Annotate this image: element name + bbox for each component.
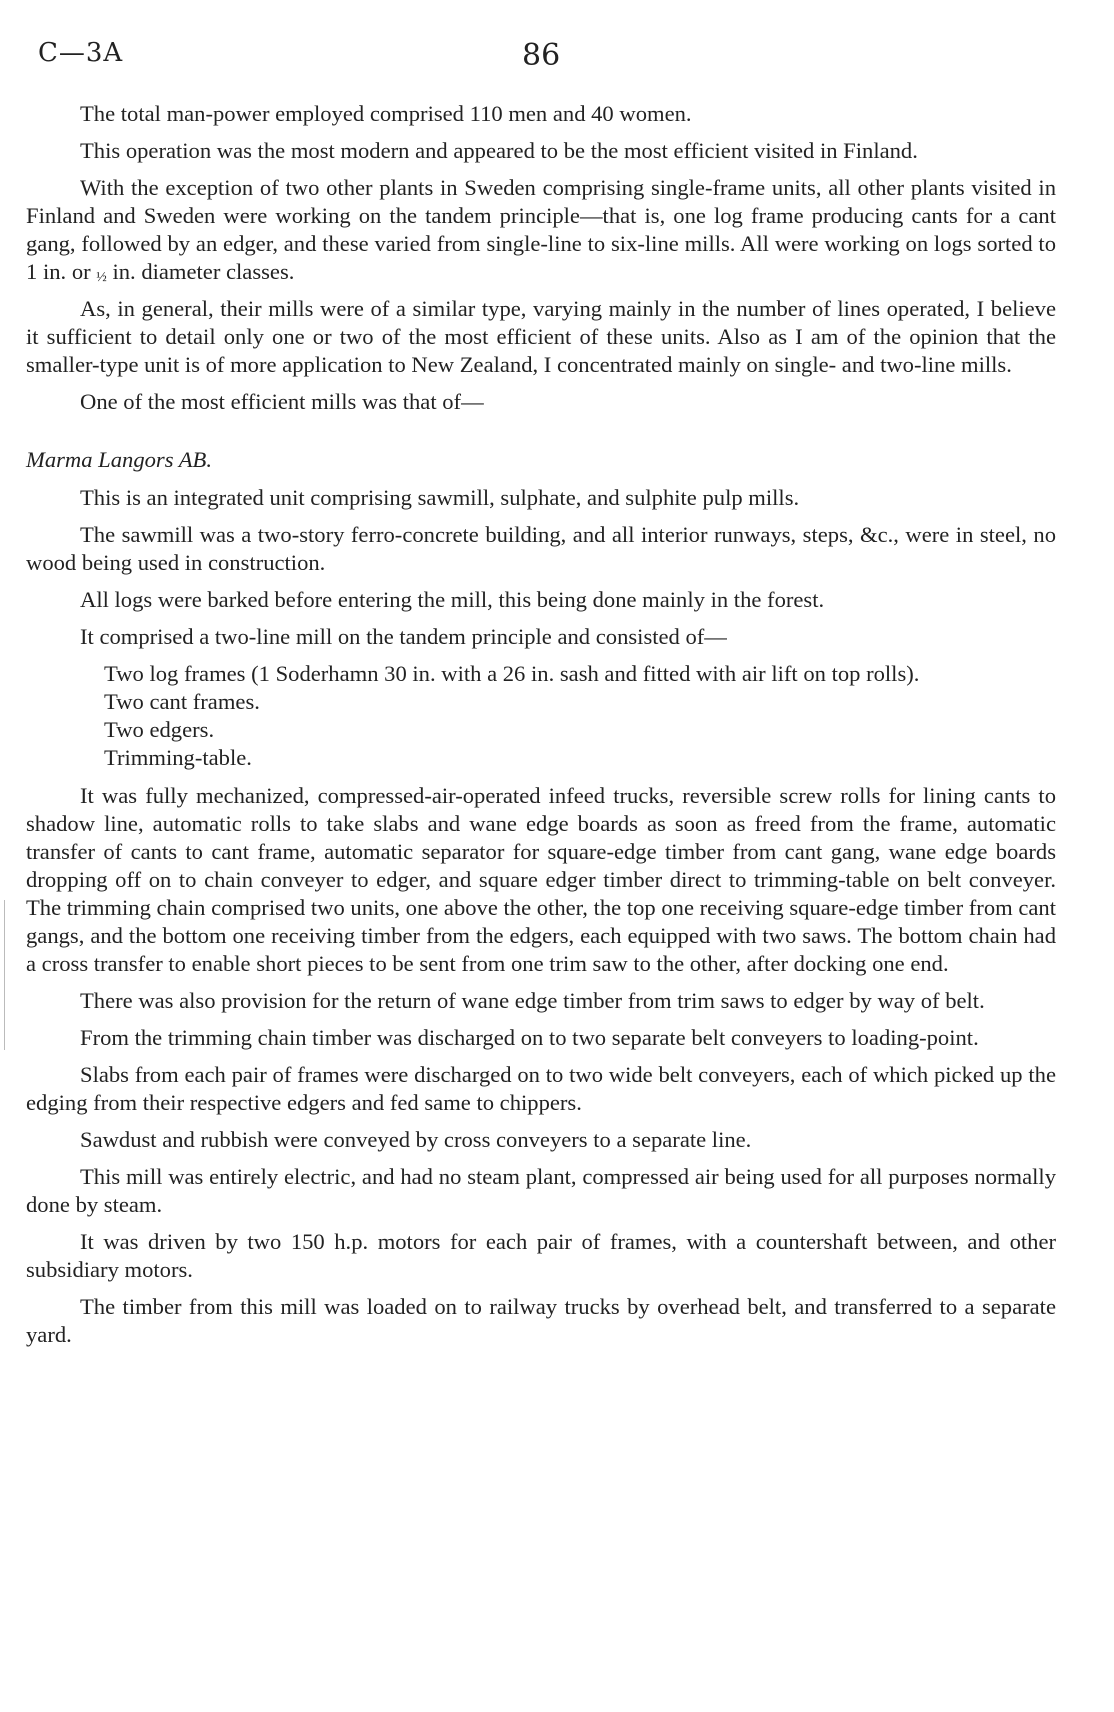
list-item: Two log frames (1 Soderhamn 30 in. with a 26 in. sash and fitted with air lift on top rolls). xyxy=(104,661,920,686)
running-head xyxy=(30,32,1084,72)
page-number: 86 xyxy=(522,38,561,73)
paragraph: All logs were barked before entering the mill, this being done mainly in the forest. xyxy=(80,587,825,612)
paragraph: Slabs from each pair of frames were discharged on to two wide belt conveyers, each of which picked up the edging from their respective edgers and fed same to chippers. xyxy=(26,1062,1056,1115)
header-code: C—3A xyxy=(38,38,124,68)
paragraph: Sawdust and rubbish were conveyed by cross conveyers to a separate line. xyxy=(80,1127,752,1152)
paragraph: It was driven by two 150 h.p. motors for each pair of frames, with a countershaft between, and other subsidiary motors. xyxy=(26,1229,1056,1282)
paragraph: The timber from this mill was loaded on to railway trucks by overhead belt, and transferred to a separate yard. xyxy=(26,1294,1056,1347)
list-item: Two edgers. xyxy=(104,717,215,742)
paragraph: This is an integrated unit comprising sawmill, sulphate, and sulphite pulp mills. xyxy=(80,485,800,510)
paragraph: This operation was the most modern and appeared to be the most efficient visited in Finland. xyxy=(80,138,918,163)
list-item: Trimming-table. xyxy=(104,745,252,770)
paragraph-text: in. diameter classes. xyxy=(112,259,295,284)
section-heading: Marma Langors AB. xyxy=(26,447,213,472)
paragraph: There was also provision for the return of wane edge timber from trim saws to edger by way of belt. xyxy=(80,988,985,1013)
paragraph: It comprised a two-line mill on the tandem principle and consisted of— xyxy=(80,624,727,649)
paragraph: From the trimming chain timber was discharged on to two separate belt conveyers to loading-point. xyxy=(80,1025,979,1050)
paragraph xyxy=(26,174,1056,286)
paragraph: It was fully mechanized, compressed-air-operated infeed trucks, reversible screw rolls for lining cants to shadow line, automatic rolls to take slabs and wane edge boards as soon as freed from the frame, automatic transfer of cants to cant frame, automatic separator for square-edge timber from cant gang, wane edge boards dropping off on to chain conveyer to edger, and square edger timber direct to trimming-table on belt conveyer. The trimming chain comprised two units, one above the other, the top one receiving square-edge timber from cant gangs, and the bottom one receiving timber from the edgers, each equipped with two saws. The bottom chain had a cross transfer to enable short pieces to be sent from one trim saw to the other, after docking one end. xyxy=(26,783,1056,976)
body-text xyxy=(26,100,1056,1358)
paragraph-text: With the exception of two other plants in Sweden comprising single-frame units, all other plants visited in Finland and Sweden were working on the tandem principle—that is, one log frame producing cants for a cant gang, followed by an edger, and these varied from single-line to six-line mills. All were working on logs sorted to 1 in. or xyxy=(26,175,1056,284)
paragraph: The sawmill was a two-story ferro-concrete building, and all interior runways, steps, &c., were in steel, no wood being used in construction. xyxy=(26,522,1056,575)
paragraph: This mill was entirely electric, and had no steam plant, compressed air being used for all purposes normally done by steam. xyxy=(26,1164,1056,1217)
equipment-list xyxy=(26,660,1056,772)
half-fraction: ½ xyxy=(96,270,107,285)
paragraph: The total man-power employed comprised 110 men and 40 women. xyxy=(80,101,692,126)
list-item: Two cant frames. xyxy=(104,689,260,714)
paragraph: One of the most efficient mills was that of— xyxy=(80,389,484,414)
margin-rule xyxy=(4,900,5,1050)
paragraph: As, in general, their mills were of a similar type, varying mainly in the number of lines operated, I believe it sufficient to detail only one or two of the most efficient of these units. Also as I am of the opinion that the smaller-type unit is of more application to New Zealand, I concentrated mainly on single- and two-line mills. xyxy=(26,296,1056,377)
